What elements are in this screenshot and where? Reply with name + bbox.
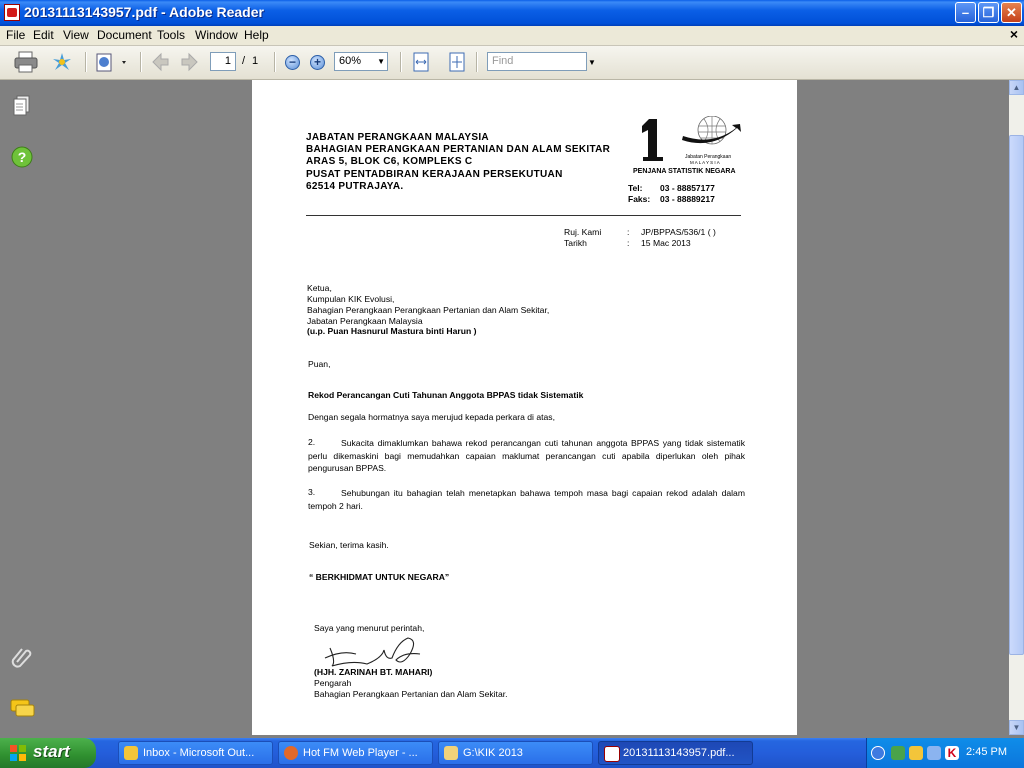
address-line: Jabatan Perangkaan Malaysia [307,316,423,326]
letterhead-line: BAHAGIAN PERANGKAAN PERTANIAN DAN ALAM SEKITAR [306,144,611,155]
collaborate-icon[interactable] [50,51,74,73]
taskbar-item-folder[interactable] [438,741,593,765]
logo-caption: Jabatan Perangkaan [685,154,732,160]
fax-label: Faks: [628,194,651,204]
outlook-icon [124,746,138,760]
menu-bar [0,26,1024,46]
sign-intro: Saya yang menurut perintah, [314,623,425,633]
taskbar-item-adobe-reader[interactable] [598,741,753,765]
taskbar-item-label: 20131113143957.pdf... [623,747,735,759]
zoom-value: 60% [339,55,362,67]
help-icon[interactable] [11,146,33,168]
menu-window[interactable]: Window [195,28,238,42]
zoom-out-icon[interactable]: − [285,55,300,70]
taskbar-item-label: Hot FM Web Player - ... [303,747,418,759]
start-button[interactable] [0,738,96,768]
title-bar [0,0,1024,26]
display-icon[interactable] [927,746,941,760]
ref-label: Ruj. Kami [564,227,602,237]
toolbar-separator [476,52,478,72]
ref-value: JP/BPPAS/536/1 ( ) [641,227,716,237]
start-label: start [33,742,70,761]
address-line: Ketua, [307,283,332,293]
navigation-panel [0,80,45,735]
menu-tools[interactable]: Tools [157,28,186,42]
page-total: 1 [252,55,259,67]
folder-icon [444,746,458,760]
taskbar-item-firefox[interactable] [278,741,433,765]
letterhead-line: ARAS 5, BLOK C6, KOMPLEKS C [306,156,473,167]
system-tray [866,738,1024,768]
menu-help[interactable]: Help [244,28,269,42]
document-view[interactable] [45,80,1009,735]
paragraph-2-number: 2. [308,437,316,447]
toolbar-separator [400,52,402,72]
toolbar-separator [140,52,142,72]
date-label: Tarikh [564,238,587,248]
letterhead-line: PUSAT PENTADBIRAN KERAJAAN PERSEKUTUAN [306,169,563,180]
windows-logo-icon [10,745,26,761]
zoom-in-icon[interactable]: + [310,55,325,70]
window-title: 20131113143957.pdf - Adobe Reader [24,4,264,20]
menu-file[interactable]: File [6,28,26,42]
letterhead-line: 62514 PUTRAJAYA. [306,181,404,192]
address-line: Bahagian Perangkaan Perangkaan Pertanian dan Alam Sekitar, [307,305,550,315]
page-number-input[interactable]: 1 [210,52,236,71]
antivirus-icon[interactable]: K [945,746,959,760]
comments-icon[interactable] [10,697,36,719]
show-hidden-icons-chevron-icon[interactable] [871,746,885,760]
print-icon[interactable] [14,51,38,73]
previous-page-icon[interactable] [150,51,170,73]
find-input[interactable]: Find [487,52,587,71]
chevron-down-icon[interactable]: ▼ [377,57,385,66]
menu-edit[interactable]: Edit [33,28,54,42]
paragraph-3-number: 3. [308,487,316,497]
toolbar [0,46,1024,80]
firefox-icon [284,746,298,760]
attention-line: (u.p. Puan Hasnurul Mastura binti Harun ) [307,326,477,336]
maximize-button[interactable]: ❐ [978,2,999,23]
address-line: Kumpulan KIK Evolusi, [307,294,395,304]
ref-colon: : [627,227,630,237]
svg-text:?: ? [17,149,27,165]
menu-document[interactable]: Document [97,28,152,42]
scroll-up-button[interactable]: ▲ [1009,80,1024,95]
outlook-tray-icon[interactable] [909,746,923,760]
pdf-page [252,80,797,735]
minimize-button[interactable]: – [955,2,976,23]
find-options-chevron-icon[interactable]: ▼ [588,58,596,67]
scroll-down-button[interactable]: ▼ [1009,720,1024,735]
fit-width-icon[interactable] [411,51,431,73]
next-page-icon[interactable] [180,51,200,73]
scroll-thumb[interactable] [1009,135,1024,655]
taskbar-item-label: Inbox - Microsoft Out... [143,747,255,759]
tel-label: Tel: [628,183,643,193]
network-icon[interactable] [891,746,905,760]
vertical-scrollbar[interactable] [1009,80,1024,735]
letterhead-line: JABATAN PERANGKAAN MALAYSIA [306,132,489,143]
signer-title: Pengarah [314,678,352,688]
signer-department: Bahagian Perangkaan Pertanian dan Alam Sekitar. [314,689,508,699]
date-value: 15 Mac 2013 [641,238,691,248]
adobe-reader-icon [4,4,20,21]
attachments-icon[interactable] [10,645,34,669]
salutation: Puan, [308,359,331,369]
close-button[interactable]: ✕ [1001,2,1022,23]
signature-image [322,632,432,672]
toolbar-separator [274,52,276,72]
logo-tagline: PENJANA STATISTIK NEGARA [633,168,736,175]
close-document-icon[interactable]: × [1009,26,1018,42]
paragraph-3: Sehubungan itu bahagian telah menetapkan bahawa tempoh masa bagi capaian rekod adalah dalam tempoh 2 hari. [308,488,745,511]
fit-page-icon[interactable] [447,51,467,73]
logo-country: M A L A Y S I A [690,160,720,165]
taskbar-item-outlook[interactable] [118,741,273,765]
taskbar-item-label: G:\KIK 2013 [463,747,523,759]
pdf-icon [604,746,620,762]
tel-number: 03 - 88857177 [660,183,715,193]
subject-line: Rekod Perancangan Cuti Tahunan Anggota BPPAS tidak Sistematik [308,390,584,400]
closing-line: Sekian, terima kasih. [309,540,389,550]
taskbar [0,738,1024,768]
fax-number: 03 - 88889217 [660,194,715,204]
paragraph-2: Sukacita dimaklumkan bahawa rekod perancangan cuti tahunan anggota BPPAS yang tidak sistematik perlu dikemaskini bagi memudahkan capaian maklumat perancangan cuti apabila diperlukan oleh pihak pengurusan BPPAS. [308,438,745,473]
motto: “ BERKHIDMAT UNTUK NEGARA” [309,572,450,582]
zoom-select[interactable] [334,52,388,71]
signer-name: (HJH. ZARINAH BT. MAHARI) [314,667,433,677]
pages-icon[interactable] [12,95,32,117]
clock: 2:45 PM [966,746,1007,758]
date-colon: : [627,238,630,248]
toolbar-separator [85,52,87,72]
letterhead-divider [306,215,741,216]
paragraph-1: Dengan segala hormatnya saya merujud kepada perkara di atas, [308,412,555,422]
page-separator: / [242,55,246,67]
document-properties-icon[interactable] [94,51,130,73]
menu-view[interactable]: View [63,28,89,42]
